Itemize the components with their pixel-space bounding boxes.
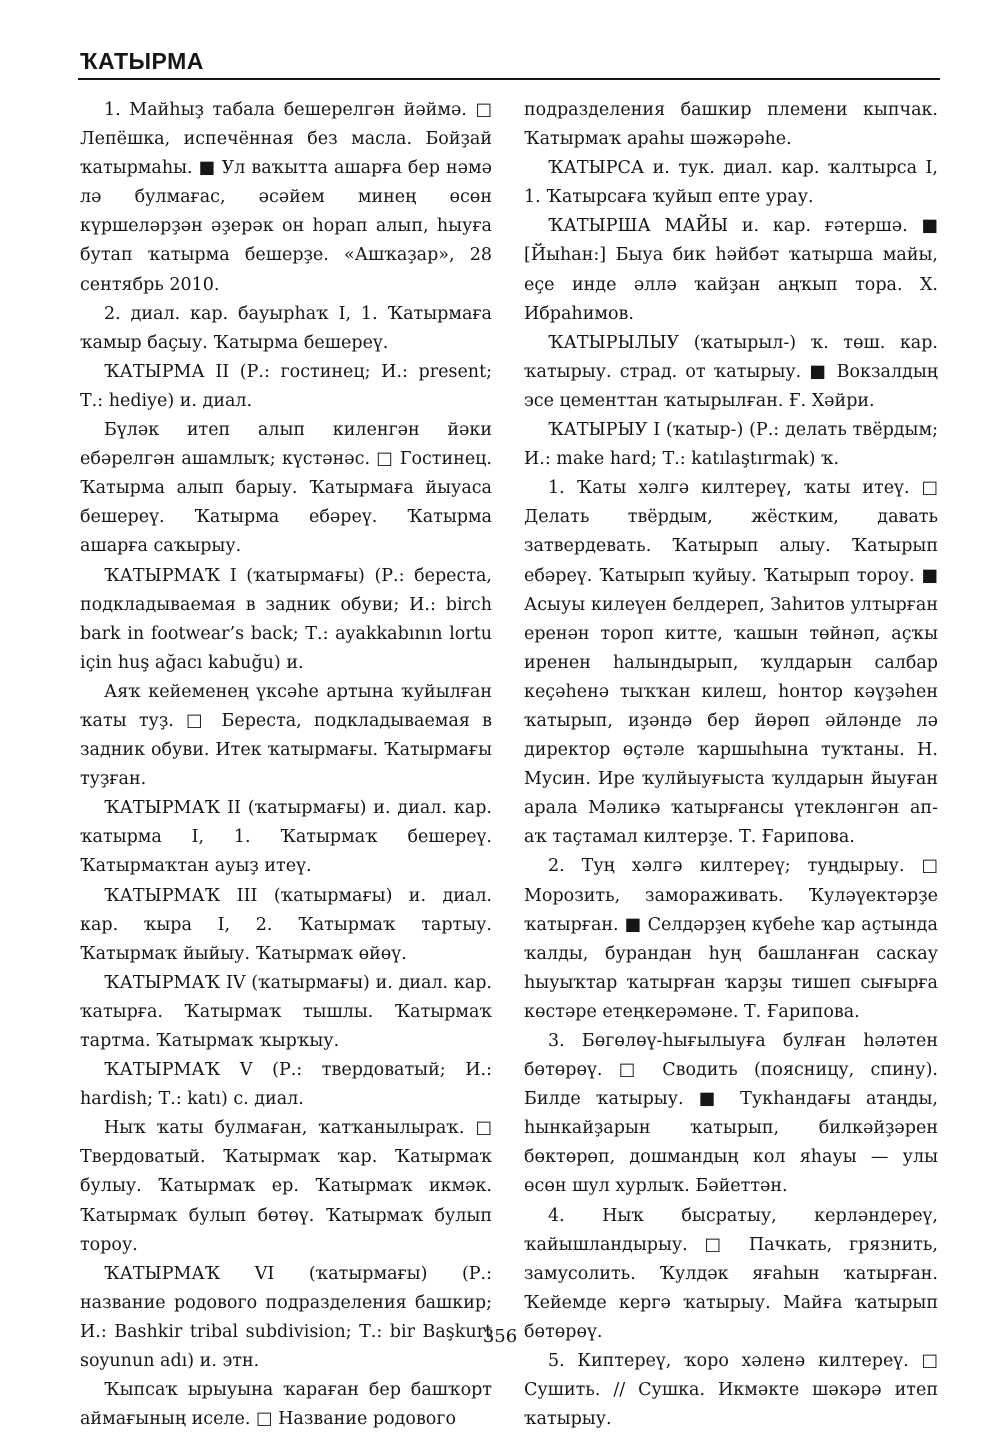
paragraph-text: 5. Киптереү, ҡоро хәленә килтереү. □ Сушить. // Сушка. Икмәкте шәкәрә итеп ҡатырыу. bbox=[524, 1351, 938, 1430]
paragraph-text: Бүләк итеп алып киленгән йәки ебәрелгән ашамлыҡ; күстәнәс. □ Гостинец. Ҡатырма алып барыу. Ҡатырмаға йыуаса бешереү. Ҡатырма ебәреү. Ҡатырма ашарға саҡырыу. bbox=[80, 420, 492, 557]
paragraph-text: ҠАТЫРЫЛЫУ (ҡатырыл-) ҡ. төш. кар. ҡатырыу. страд. от ҡатырыу. ■ Вокзалдың эсе цементтан ҡатырылған. Ғ. Хәйри. bbox=[524, 332, 938, 411]
paragraph-text: ҠАТЫРЫУ I (ҡатыр-) (Р.: делать твёрдым; И.: make hard; Т.: katılaştırmak) ҡ. bbox=[524, 420, 938, 470]
paragraph-text: 1. Майһыҙ табала бешерелгән йәймә. □ Лепёшка, испечённая без масла. Бойҙай ҡатырмаһы. ■ Ул ваҡытта ашарға бер нәмә лә булмағас, әсәйем минең өсөн күршеләрҙән әҙерәк он һорап алып, һыуға бутап ҡатырма бешерҙе. «Ашҡаҙар», 28 сентябрь 2010. bbox=[80, 100, 492, 295]
entry-paragraph bbox=[80, 1376, 492, 1434]
right-column bbox=[524, 96, 938, 1434]
entry-paragraph bbox=[80, 1114, 492, 1259]
entry-paragraph bbox=[80, 416, 492, 561]
paragraph-text: 1. Ҡаты хәлгә килтереү, ҡаты итеү. □ Делать твёрдым, жёстким, давать затвердевать. Ҡатырып алыу. Ҡатырып ебәреү. Ҡатырып ҡуйыу. Ҡатырып тороу. ■ Асыуы килеүен белдереп, Заһитов ултырған еренән тороп китте, ҡашын төйнәп, аҫҡы иренен һалындырып, ҡулдарын салбар кеҫәһенә тыҡҡан килеш, һонтор кәүҙәһен ҡатырып, иҙәндә бер йөрөп әйләнде лә директор өҫтәле ҡаршыһына туҡтаны. Н. Мусин. Ире ҡулйыуғыста ҡулдарын йыуған арала Мәликә ҡатырғансы үтекләнгән ап-аҡ таҫтамал килтерҙе. Т. Ғарипова. bbox=[524, 478, 938, 848]
entry-headword-line bbox=[80, 882, 492, 969]
paragraph-text: Аяҡ кейеменең үксәһе артына ҡуйылған ҡаты туҙ. □ Береста, подкладываемая в задник обуви. Итек ҡатырмағы. Ҡатырмағы туҙған. bbox=[80, 681, 492, 790]
entry-paragraph bbox=[524, 1027, 938, 1202]
paragraph-text: Ҡыпсаҡ ырыуына ҡараған бер башҡорт аймағының иселе. □ Название родового bbox=[80, 1380, 492, 1430]
entry-headword-line bbox=[524, 329, 938, 416]
paragraph-text: подразделения башкир племени кыпчак. Ҡатырмаҡ араһы шәжәрәһе. bbox=[524, 100, 938, 150]
entry-headword-line bbox=[80, 1260, 492, 1376]
header-rule bbox=[78, 78, 940, 80]
entry-paragraph bbox=[524, 474, 938, 852]
paragraph-text: ҠАТЫРМАҠ VI (ҡатырмағы) (Р.: название родового подразделения башкир; И.: Bashkir tribal subdivision; Т.: bir Başkurt soyunun adı) и. этн. bbox=[80, 1263, 492, 1372]
entry-headword-line bbox=[80, 562, 492, 678]
paragraph-text: ҠАТЫРМАҠ III (ҡатырмағы) и. диал. кар. ҡыра I, 2. Ҡатырмаҡ тартыу. Ҡатырмаҡ йыйыу. Ҡатырмаҡ өйөү. bbox=[80, 885, 492, 964]
paragraph-text: ҠАТЫРМАҠ IV (ҡатырмағы) и. диал. кар. ҡатырға. Ҡатырмаҡ тышлы. Ҡатырмаҡ тартма. Ҡатырмаҡ ҡырҡыу. bbox=[80, 972, 492, 1051]
entry-headword-line bbox=[80, 969, 492, 1056]
entry-paragraph bbox=[80, 300, 492, 358]
paragraph-text: ҠАТЫРМАҠ II (ҡатырмағы) и. диал. кар. ҡатырма I, 1. Ҡатырмаҡ бешереү. Ҡатырмаҡтан ауыҙ итеү. bbox=[80, 798, 492, 877]
paragraph-text: 4. Ныҡ бысратыу, керләндереү, ҡайышландырыу. □ Пачкать, грязнить, замусолить. Ҡулдәк яғаһын ҡатырған. Ҡейемде кергә ҡатырыу. Майға ҡатырып бөтөрөү. bbox=[524, 1205, 938, 1342]
entry-paragraph bbox=[80, 678, 492, 794]
paragraph-text: ҠАТЫРМАҠ V (Р.: твердоватый; И.: hardish; Т.: katı) с. диал. bbox=[80, 1060, 492, 1110]
entry-headword-line bbox=[524, 154, 938, 212]
entry-headword-line bbox=[80, 794, 492, 881]
entry-headword-line bbox=[80, 1056, 492, 1114]
entry-headword-line bbox=[524, 212, 938, 328]
paragraph-text: ҠАТЫРША МАЙЫ и. кар. ғәтершә. ■ [Йыһан:] Быуа бик һәйбәт ҡатырша майы, еҫе инде әллә ҡайҙан аңҡып тора. Х. Ибраһимов. bbox=[524, 216, 938, 324]
paragraph-text: ҠАТЫРМА II (Р.: гостинец; И.: present; Т.: hediye) и. диал. bbox=[80, 361, 492, 411]
paragraph-text: ҠАТЫРМАҠ I (ҡатырмағы) (Р.: береста, подкладываемая в задник обуви; И.: birch bark in footwear’s back; Т.: ayakkabının lortu için huş ağacı kabuğu) и. bbox=[80, 565, 492, 673]
left-column bbox=[80, 96, 492, 1434]
paragraph-text: Ныҡ ҡаты булмаған, ҡатҡанылыраҡ. □ Твердоватый. Ҡатырмаҡ ҡар. Ҡатырмаҡ булыу. Ҡатырмаҡ ер. Ҡатырмаҡ икмәк. Ҡатырмаҡ булып бөтөү. Ҡатырмаҡ булып тороу. bbox=[80, 1118, 492, 1255]
paragraph-text: 3. Бөгөлөү-һығылыуға булған һәләтен бөтөрөү. □ Сводить (поясницу, спину). Билде ҡатырыу. ■ Тукһандағы атаңды, һынкайҙарын ҡатырып, билкәйҙәрен бөктөрөп, дошмандың кол яһауы — улы өсөн шул хурлыҡ. Бәйеттән. bbox=[524, 1031, 938, 1197]
entry-headword-line bbox=[80, 358, 492, 416]
entry-paragraph bbox=[524, 852, 938, 1027]
entry-headword-line bbox=[524, 416, 938, 474]
paragraph-text: ҠАТЫРСА и. тук. диал. кар. ҡалтырса I, 1. Ҡатырсаға ҡуйып епте урау. bbox=[524, 158, 938, 208]
page-number: 356 bbox=[482, 1326, 518, 1347]
paragraph-text: 2. Туң хәлгә килтереү; туңдырыу. □ Морозить, замораживать. Ҡуләүектәрҙе ҡатырған. ■ Селдәрҙең күбеһе ҡар аҫтында ҡалды, бурандан һуң башланған саскау һыуыҡтар ҡатырған ҡарҙы тишеп сығырға көстәре етеңкерәмәне. Т. Ғарипова. bbox=[524, 856, 938, 1022]
entry-paragraph bbox=[80, 96, 492, 300]
paragraph-text: 2. диал. кар. бауырһаҡ I, 1. Ҡатырмаға ҡамыр баҫыу. Ҡатырма бешереү. bbox=[80, 303, 492, 353]
entry-paragraph bbox=[524, 1347, 938, 1434]
running-head: ҠАТЫРМА bbox=[80, 48, 204, 74]
entry-paragraph bbox=[524, 96, 938, 154]
